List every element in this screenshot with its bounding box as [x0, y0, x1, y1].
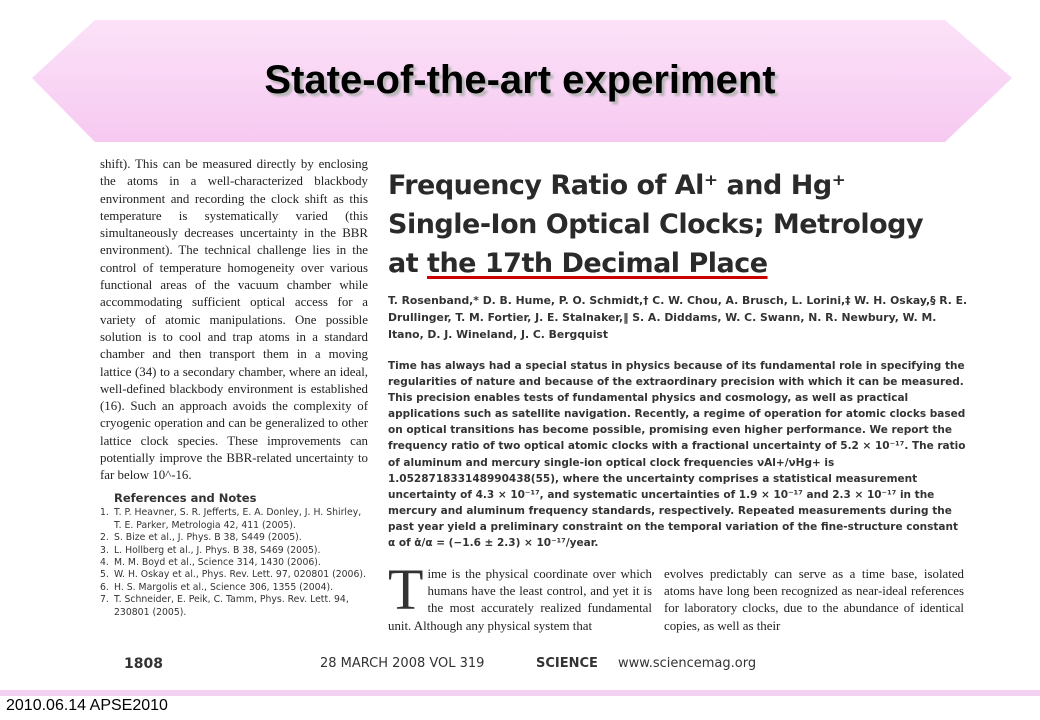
drop-cap: T: [388, 557, 424, 622]
article-abstract: Time has always had a special status in physics because of its fundamental role in specifying the regularities of nature and because of the extraordinary precision with which it can be measured. This precision enables tests of fundamental physics and cosmology, as well as practical applications such as satellite navigation. Recently, a regime of operation for atomic clocks based on optical transitions has become possible, promising even higher performance. We report the frequency ratio of two optical atomic clocks with a fractional uncertainty of 5.2 × 10⁻¹⁷. The ratio of aluminum and mercury single-ion optical clock frequencies νAl+/νHg+ is 1.052871833148990438(55), where the uncertainty comprises a statistical measurement uncertainty of 4.3 × 10⁻¹⁷, and systematic uncertainties of 1.9 × 10⁻¹⁷ and 2.3 × 10⁻¹⁷ in the mercury and aluminum frequency standards, respectively. Repeated measurements during the past year yield a preliminary constraint on the temporal variation of the fine-structure constant α of α̇/α = (−1.6 ± 2.3) × 10⁻¹⁷/year.: [388, 360, 966, 550]
reference-item: 6. H. S. Margolis et al., Science 306, 1355 (2004).: [100, 581, 334, 593]
reference-item: 5. W. H. Oskay et al., Phys. Rev. Lett. 97, 020801 (2006).: [100, 569, 366, 581]
reference-item: 3. L. Hollberg et al., J. Phys. B 38, S469 (2005).: [100, 544, 321, 556]
article-scan: [90, 146, 966, 684]
body-column-left: [388, 557, 652, 635]
headline-underlined-text: the 17th Decimal Place: [427, 248, 768, 279]
references-section: [100, 492, 370, 619]
body-column-right: evolves predictably can serve as a time base, isolated atoms have long been recognized as near-ideal references for laboratory clocks, due to the abundance of identical copies, as well as their: [664, 567, 964, 633]
references-heading: References and Notes: [114, 491, 257, 505]
reference-item: 4. M. M. Boyd et al., Science 314, 1430 (2006).: [100, 557, 321, 569]
left-column-text: shift). This can be measured directly by enclosing the atoms in a well-characterized blackbody environment and recording the clock shift as this temperature is systematically varied (this simultaneously decreases uncertainty in the BBR environment). The technical challenge lies in the control of temperature homogeneity over various functional areas of the vacuum chamber while accommodating sufficient optical access for a variety of atomic manipulations. One possible solution is to cool and trap atoms in a standard chamber and then transport them in a moving lattice (34) to a secondary chamber, where an ideal, well-defined blackbody environment is established (16). Such an approach avoids the complexity of cryogenic operation and can be generalized to other lattice clock species. These improvements can potentially improve the BBR-related uncertainty to far below 10^-16.: [100, 157, 368, 483]
article-headline: [388, 166, 948, 283]
journal-footer: [90, 656, 966, 680]
slide-footer-note: 2010.06.14 APSE2010: [6, 697, 168, 714]
body-text-left: ime is the physical coordinate over which humans have the least control, and yet it is the most accurately realized fundamental unit. Although any physical system that: [388, 567, 652, 633]
reference-item: 1. T. P. Heavner, S. R. Jefferts, E. A. Donley, J. H. Shirley, T. E. Parker, Metrologia 42, 411 (2005).: [100, 507, 362, 531]
journal-name: SCIENCE: [536, 656, 598, 671]
slide-title: State-of-the-art experiment: [264, 58, 776, 102]
reference-item: 7. T. Schneider, E. Peik, C. Tamm, Phys. Rev. Lett. 94, 230801 (2005).: [100, 594, 349, 618]
journal-website: www.sciencemag.org: [618, 656, 757, 671]
headline-text: Frequency Ratio of Al⁺ and Hg⁺ Single-Ion Optical Clocks; Metrology at: [388, 170, 924, 279]
reference-item: 2. S. Bize et al., J. Phys. B 38, S449 (2005).: [100, 532, 302, 544]
bottom-divider: [0, 690, 1040, 696]
page-number: 1808: [124, 656, 163, 672]
publication-date: 28 MARCH 2008 VOL 319: [320, 656, 485, 671]
article-authors: T. Rosenband,* D. B. Hume, P. O. Schmidt,† C. W. Chou, A. Brusch, L. Lorini,‡ W. H. Oskay,§ R. E. Drullinger, T. M. Fortier, J. E. Stalnaker,‖ S. A. Diddams, W. C. Swann, N. R. Newbury, W. M. Itano, D. J. Wineland, J. C. Bergquist: [388, 294, 968, 341]
